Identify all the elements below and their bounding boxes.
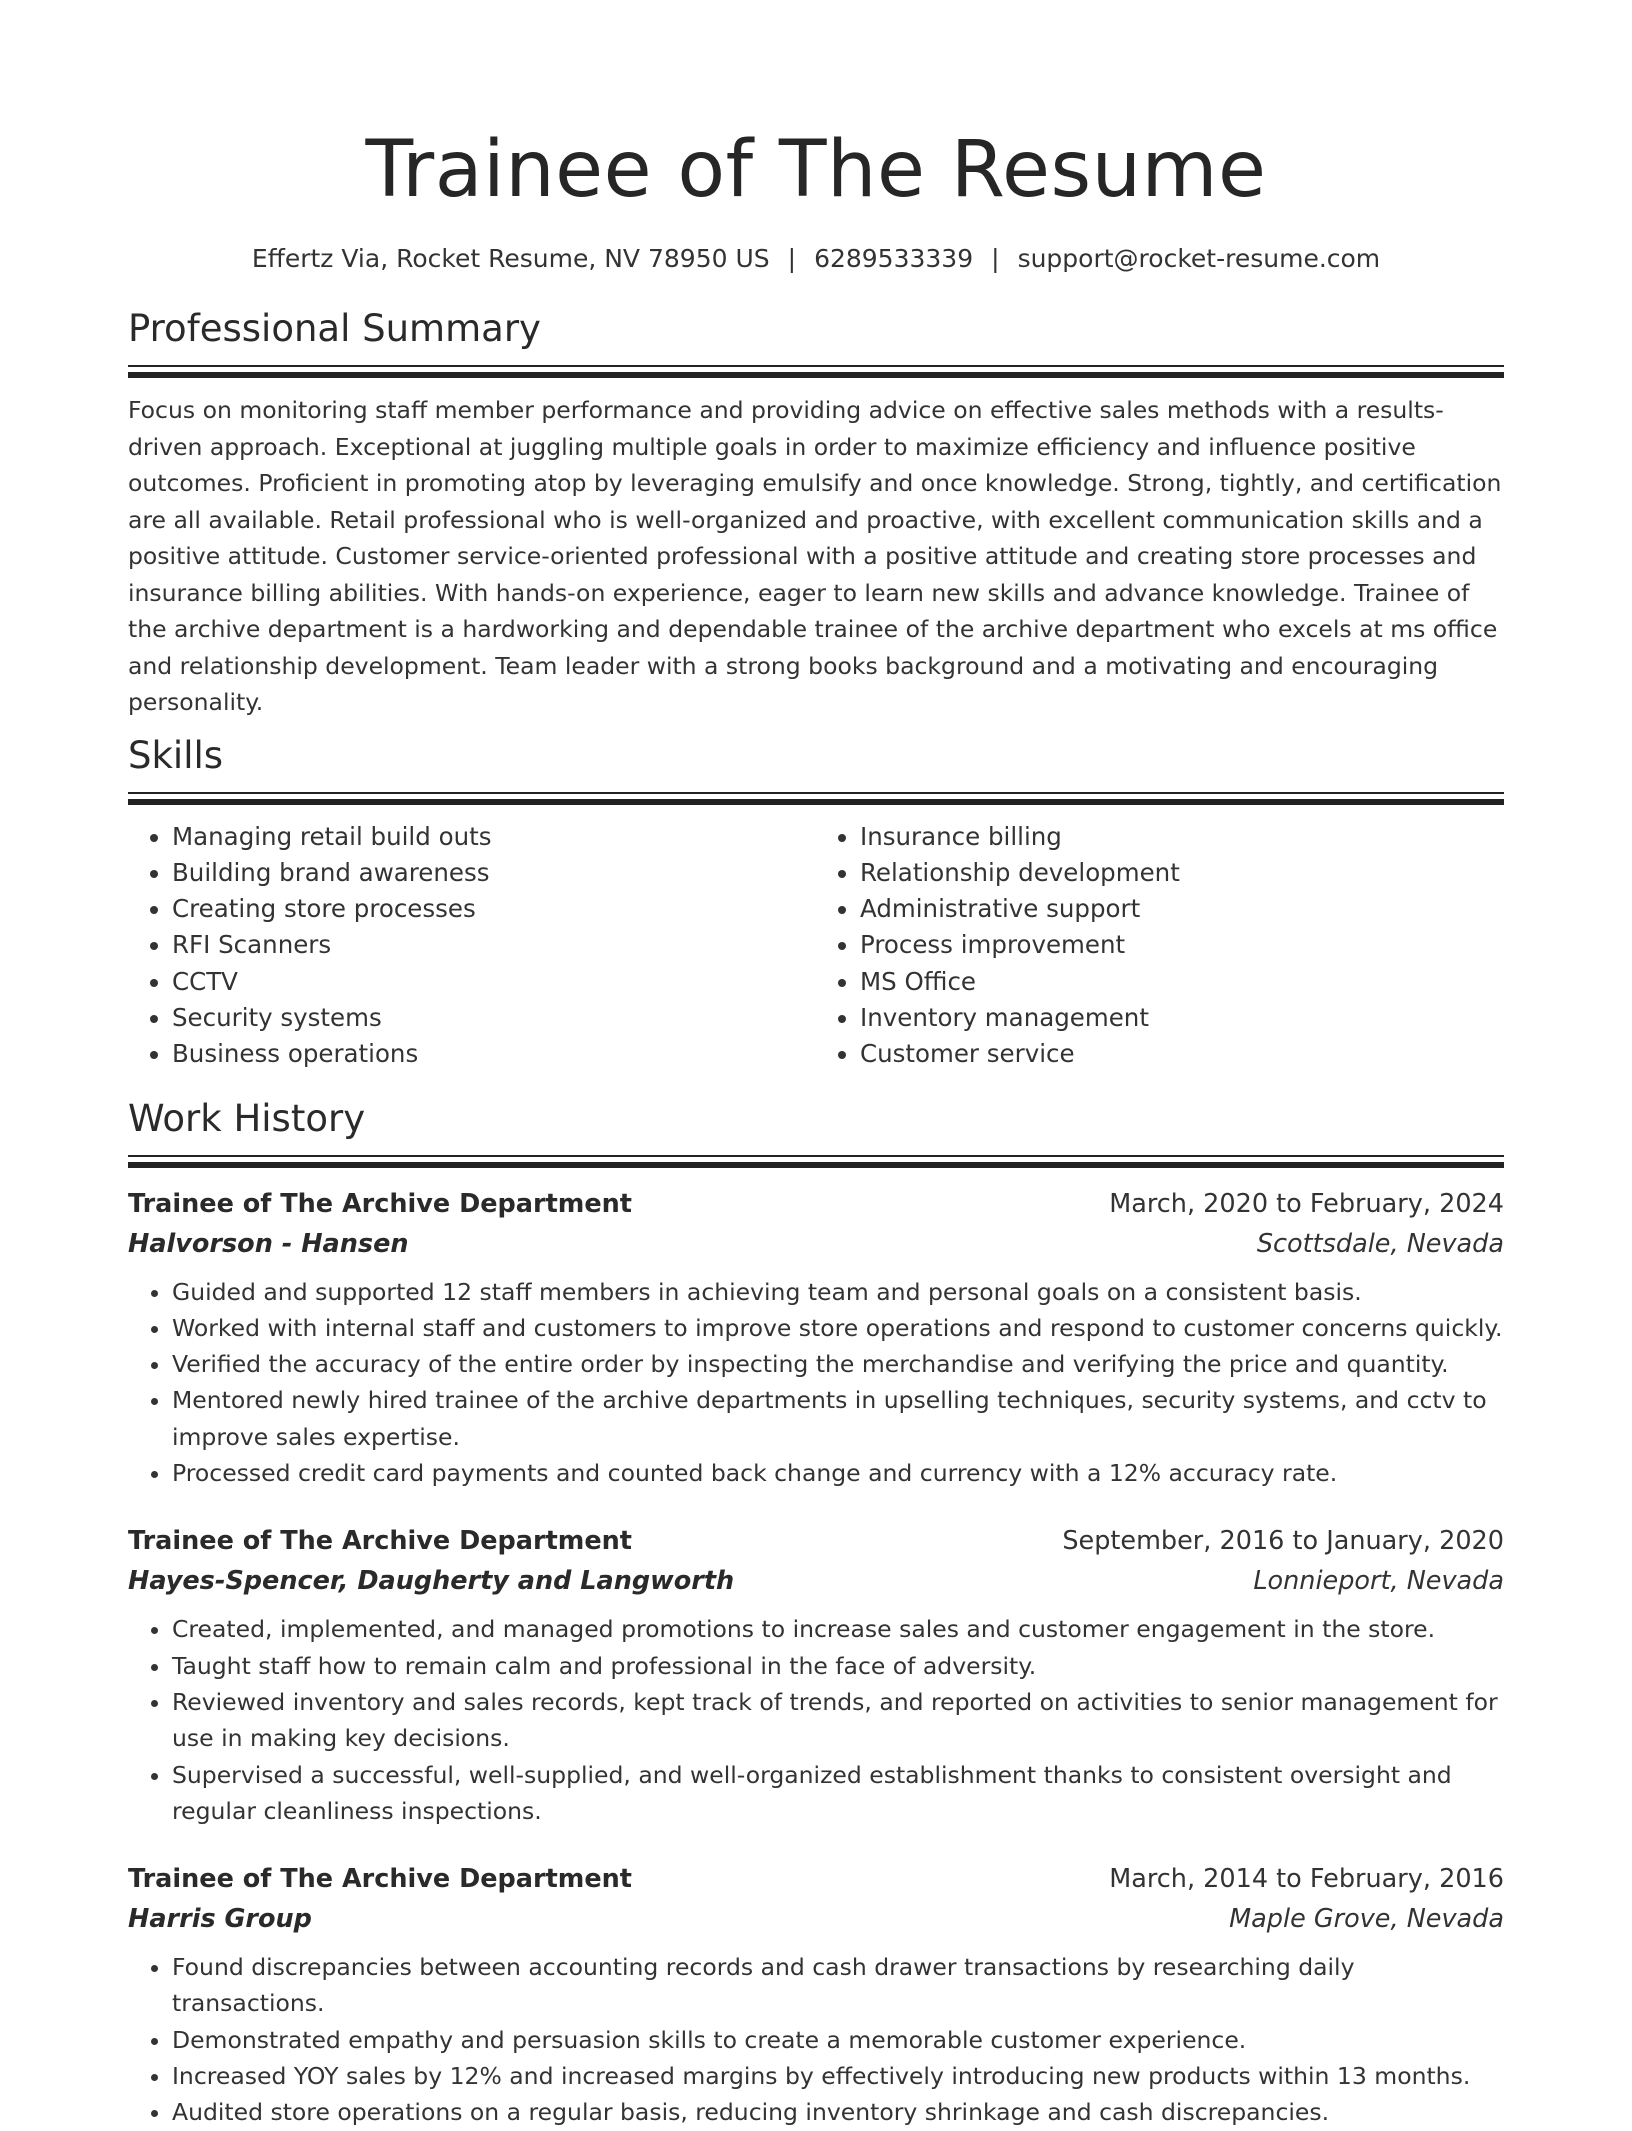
skills-columns [128,819,1504,1073]
resume-page [128,0,1504,2131]
skill-item: • Administrative support [860,891,1504,927]
work-history-section [128,1095,1504,2131]
job-company: Hayes-Spencer, Daugherty and Langworth [128,1566,735,1597]
skill-item: • Inventory management [860,1000,1504,1036]
job-bullet: • Verified the accuracy of the entire order by inspecting the merchandise and verifying the price and quantity. [172,1346,1504,1382]
job-entry [128,1859,1504,2130]
job-subheader [128,1561,1504,1601]
skill-item: • Security systems [172,1000,816,1036]
job-bullet: • Created, implemented, and managed promotions to increase sales and customer engagement in the store. [172,1611,1504,1647]
skills-list-left [128,819,816,1073]
contact-separator: | [991,244,1000,273]
summary-heading: Professional Summary [128,307,541,350]
skill-item: • Business operations [172,1036,816,1072]
contact-line [128,242,1504,276]
section-divider [128,365,1504,378]
job-bullet: • Audited store operations on a regular basis, reducing inventory shrinkage and cash discrepancies. [172,2094,1504,2130]
job-bullet: • Taught staff how to remain calm and professional in the face of adversity. [172,1648,1504,1684]
job-header [128,1184,1504,1224]
job-company: Halvorson - Hansen [128,1228,409,1259]
job-title: Trainee of The Archive Department [128,1526,632,1557]
job-bullet: • Worked with internal staff and customers to improve store operations and respond to customer concerns quickly. [172,1310,1504,1346]
job-location: Maple Grove, Nevada [1229,1904,1504,1935]
job-bullet: • Increased YOY sales by 12% and increased margins by effectively introducing new products within 13 months. [172,2058,1504,2094]
summary-section [128,305,1504,721]
section-divider [128,1155,1504,1168]
skills-section [128,732,1504,1073]
job-subheader [128,1224,1504,1264]
job-bullet: • Guided and supported 12 staff members in achieving team and personal goals on a consistent basis. [172,1274,1504,1310]
job-dates: September, 2016 to January, 2020 [1062,1526,1504,1557]
summary-text: Focus on monitoring staff member performance and providing advice on effective sales methods with a results-driven approach. Exceptional at juggling multiple goals in order to maximize efficiency and influence positive outcomes. Proficient in promoting atop by leveraging emulsify and once knowledge. Strong, tightly, and certification are all available. Retail professional who is well-organized and proactive, with excellent communication skills and a positive attitude. Customer service-oriented professional with a positive attitude and creating store processes and insurance billing abilities. With hands-on experience, eager to learn new skills and advance knowledge. Trainee of the archive department is a hardworking and dependable trainee of the archive department who excels at ms office and relationship development. Team leader with a strong books background and a motivating and encouraging personality. [128,396,1502,716]
job-dates: March, 2014 to February, 2016 [1109,1864,1504,1895]
contact-phone: 6289533339 [814,244,974,273]
section-divider [128,792,1504,805]
job-header [128,1859,1504,1899]
skills-list-right [816,819,1504,1073]
job-bullet: • Demonstrated empathy and persuasion skills to create a memorable customer experience. [172,2022,1504,2058]
job-subheader [128,1899,1504,1939]
skill-item: • Managing retail build outs [172,819,816,855]
job-title: Trainee of The Archive Department [128,1864,632,1895]
resume-name: Trainee of The Resume [365,125,1267,215]
job-bullet: • Processed credit card payments and counted back change and currency with a 12% accuracy rate. [172,1455,1504,1491]
skill-item: • Insurance billing [860,819,1504,855]
job-bullet: • Supervised a successful, well-supplied, and well-organized establishment thanks to consistent oversight and regular cleanliness inspections. [172,1757,1504,1830]
job-company: Harris Group [128,1904,312,1935]
job-location: Scottsdale, Nevada [1256,1228,1504,1259]
job-bullet: • Found discrepancies between accounting records and cash drawer transactions by researching daily transactions. [172,1949,1504,2022]
skill-item: • Customer service [860,1036,1504,1072]
skills-heading: Skills [128,733,224,777]
contact-address: Effertz Via, Rocket Resume, NV 78950 US [251,244,770,273]
skill-item: • RFI Scanners [172,927,816,963]
job-entry [128,1184,1504,1492]
skill-item: • Process improvement [860,927,1504,963]
job-bullet: • Reviewed inventory and sales records, kept track of trends, and reported on activities to senior management for use in making key decisions. [172,1684,1504,1757]
job-entry [128,1521,1504,1829]
skill-item: • Relationship development [860,855,1504,891]
job-bullets [128,1611,1504,1829]
job-title: Trainee of The Archive Department [128,1188,632,1219]
job-bullet: • Mentored newly hired trainee of the archive departments in upselling techniques, security systems, and cctv to improve sales expertise. [172,1382,1504,1455]
skill-item: • CCTV [172,964,816,1000]
job-bullets [128,1274,1504,1492]
job-dates: March, 2020 to February, 2024 [1109,1188,1504,1219]
skill-item: • MS Office [860,964,1504,1000]
job-header [128,1521,1504,1561]
contact-separator: | [787,244,797,273]
work-history-heading: Work History [128,1096,366,1140]
contact-email: support@rocket-resume.com [1017,244,1381,273]
skill-item: • Building brand awareness [172,855,816,891]
job-location: Lonnieport, Nevada [1253,1566,1504,1597]
skill-item: • Creating store processes [172,891,816,927]
job-bullets [128,1949,1504,2130]
